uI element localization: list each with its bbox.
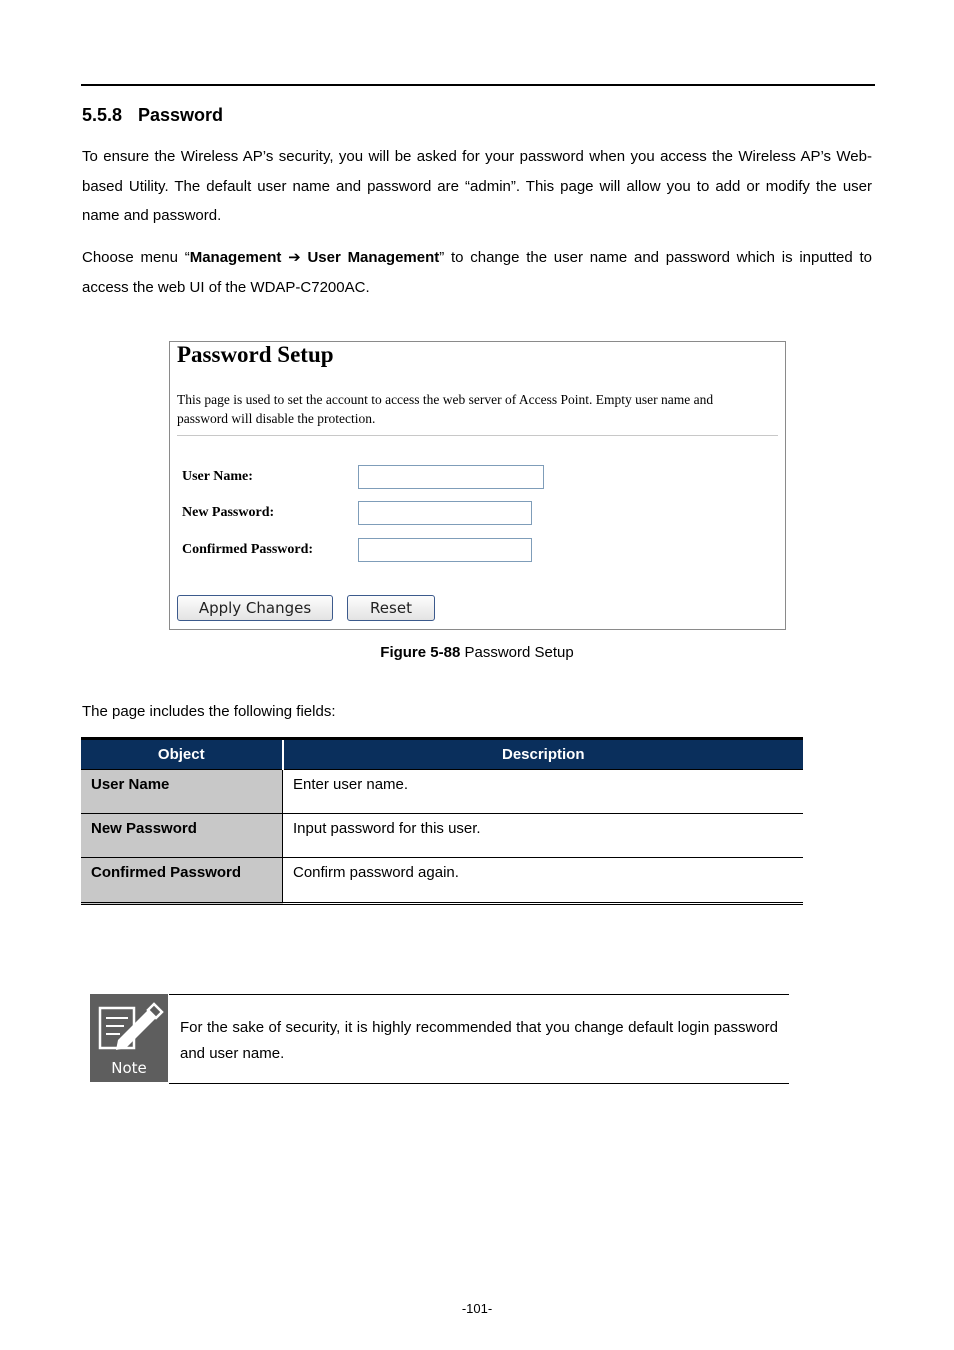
description-cell: Confirm password again. <box>283 858 804 904</box>
menu-management: Management <box>189 249 282 266</box>
table-row <box>81 858 803 904</box>
note-text: For the sake of security, it is highly recommended that you change default login password and user name. <box>180 1019 778 1062</box>
table-row <box>81 770 803 814</box>
object-cell: New Password <box>81 814 283 858</box>
note-text-box <box>169 994 789 1084</box>
section-number: 5.5.8 <box>82 105 123 125</box>
menu-paragraph <box>82 243 872 302</box>
user-name-label: User Name: <box>182 469 253 484</box>
reset-button[interactable]: Reset <box>347 595 435 621</box>
fields-table <box>81 737 803 905</box>
pen-paper-icon <box>90 994 168 1060</box>
figure-caption-number: Figure 5-88 <box>380 644 461 661</box>
apply-changes-button[interactable]: Apply Changes <box>177 595 333 621</box>
figure-page-title: Password Setup <box>177 342 334 367</box>
figure-caption-text: Password Setup <box>460 644 574 661</box>
note-icon <box>90 994 168 1082</box>
note-icon-label: Note <box>111 1059 147 1077</box>
password-setup-screenshot <box>169 341 786 630</box>
menu-paragraph-post: ” to change the user name and password which is inputted to access the web UI of the WDAP-C7200AC. <box>82 249 872 296</box>
confirmed-password-label: Confirmed Password: <box>182 542 314 557</box>
table-row <box>81 814 803 858</box>
menu-user-management: User Management <box>307 249 440 266</box>
header-rule <box>81 84 875 86</box>
section-heading <box>82 105 223 126</box>
note-block <box>90 994 789 1085</box>
header-description: Description <box>283 739 804 770</box>
menu-paragraph-pre: Choose menu “ <box>82 249 190 266</box>
new-password-label: New Password: <box>182 505 275 520</box>
page-number: -101- <box>461 1301 493 1316</box>
figure-description: This page is used to set the account to access the web server of Access Point. Empty user name and password will disable the protection. <box>177 392 714 426</box>
figure-caption <box>0 644 954 661</box>
intro-paragraph: To ensure the Wireless AP’s security, you will be asked for your password when you access the Wireless AP’s Web-based Utility. The default user name and password are “admin”. This page will allow you to add or modify the user name and password. <box>82 148 872 224</box>
description-cell: Input password for this user. <box>283 814 804 858</box>
figure-divider <box>177 435 778 436</box>
new-password-input[interactable] <box>358 501 532 525</box>
fields-intro: The page includes the following fields: <box>82 703 336 720</box>
arrow-icon: ➔ <box>288 249 301 266</box>
header-object: Object <box>81 739 283 770</box>
section-title: Password <box>138 105 224 125</box>
confirmed-password-input[interactable] <box>358 538 532 562</box>
object-cell: User Name <box>81 770 283 814</box>
object-cell: Confirmed Password <box>81 858 283 904</box>
user-name-input[interactable] <box>358 465 544 489</box>
description-cell: Enter user name. <box>283 770 804 814</box>
table-header-row <box>81 739 803 770</box>
